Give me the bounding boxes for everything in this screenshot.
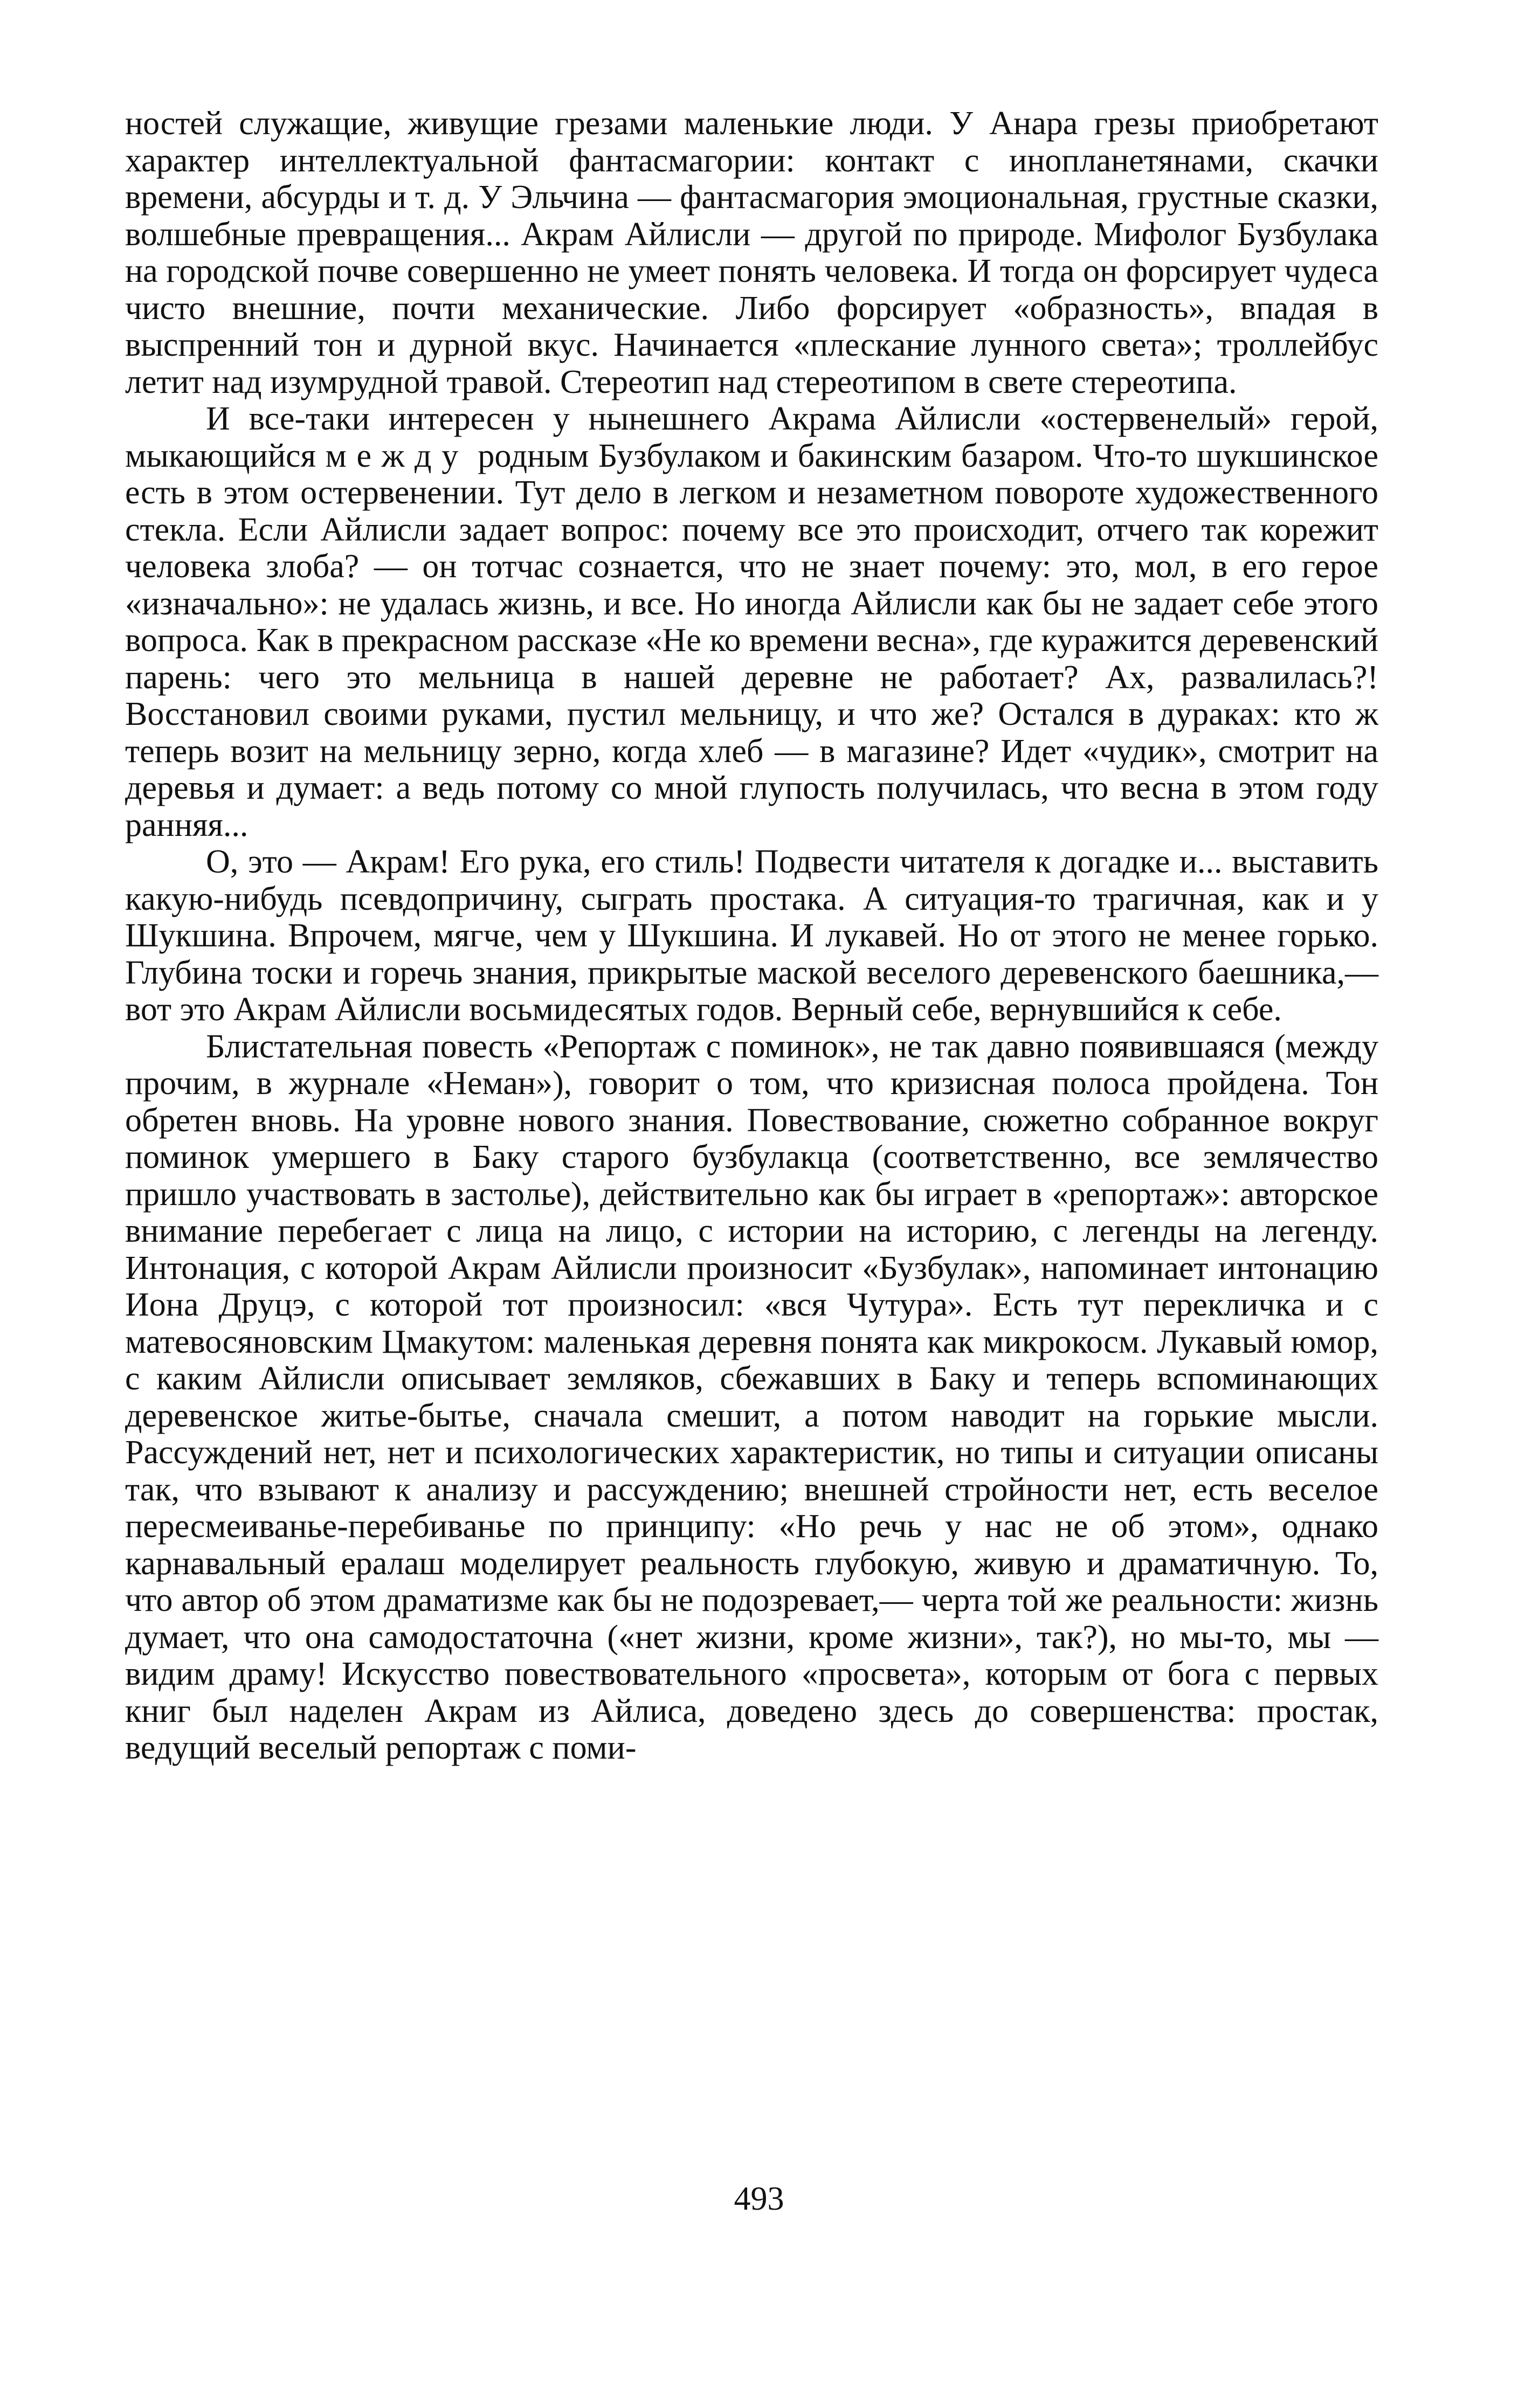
paragraph: Блистательная повесть «Репортаж с поминок», не так давно появившаяся (между прочим, в журнале «Неман»), говорит о том, что кризисная полоса пройдена. Тон обретен вновь. На уровне нового знания. Повествование, сюжетно собранное вокруг поминок умершего в Баку старого бузбулакца (соответственно, все землячество пришло участвовать в застолье), действительно как бы играет в «репортаж»: авторское внимание перебегает с лица на лицо, с истории на историю, с легенды на легенду. Интонация, с которой Акрам Айлисли произносит «Бузбулак», напоминает интонацию Иона Друцэ, с которой тот произносил: «вся Чутура». Есть тут перекличка и с матевосяновским Цмакутом: маленькая деревня понята как микрокосм. Лукавый юмор, с каким Айлисли описывает земляков, сбежавших в Баку и теперь вспоминающих деревенское житье-бытье, сначала смешит, а потом наводит на горькие мысли. Рассуждений нет, нет и психологических характеристик, но типы и ситуации описаны так, что взывают к анализу и рассуждению; внешней стройности нет, есть веселое пересмеиванье-перебиванье по принципу: «Но речь у нас не об этом», однако карнавальный ералаш моделирует реальность глубокую, живую и драматичную. То, что автор об этом драматизме как бы не подозревает,— черта той же реальности: жизнь думает, что она самодостаточна («нет жизни, кроме жизни», так?), но мы-то, мы — видим драму! Искусство повествовательного «просвета», которым от бога с первых книг был наделен Акрам из Айлиса, доведено здесь до совершенства: простак, ведущий веселый репортаж с поми- bbox=[125, 1028, 1378, 1766]
paragraph-text-start: И все-таки интересен у нынешнего Акрама Айлисли «остервенелый» герой, мыкающийся bbox=[125, 400, 1378, 474]
paragraph: О, это — Акрам! Его рука, его стиль! Подвести читателя к догадке и... выставить какую-нибудь псевдопричину, сыграть простака. А ситуация-то трагичная, как и у Шукшина. Впрочем, мягче, чем у Шукшина. И лукавей. Но от этого не менее горько. Глубина тоски и горечь знания, прикрытые маской веселого деревенского баешника,— вот это Акрам Айлисли восьмидесятых годов. Верный себе, вернувшийся к себе. bbox=[125, 843, 1378, 1028]
paragraph bbox=[125, 400, 1378, 843]
paragraph: ностей служащие, живущие грезами маленькие люди. У Анара грезы приобретают характер интеллектуальной фантасмагории: контакт с инопланетянами, скачки времени, абсурды и т. д. У Эльчина — фантасмагория эмоциональная, грустные сказки, волшебные превращения... Акрам Айлисли — другой по природе. Мифолог Бузбулака на городской почве совершенно не умеет понять человека. И тогда он форсирует чудеса чисто внешние, почти механические. Либо форсирует «образность», впадая в выспренний тон и дурной вкус. Начинается «плескание лунного света»; троллейбус летит над изумрудной травой. Стереотип над стереотипом в свете стереотипа. bbox=[125, 105, 1378, 400]
spaced-emphasis: между bbox=[325, 437, 468, 474]
page-number: 493 bbox=[734, 2181, 784, 2217]
paragraph-text-end: родным Бузбулаком и бакинским базаром. Что-то шукшинское есть в этом остервенении. Тут дело в легком и незаметном повороте художественного стекла. Если Айлисли задает вопрос: почему все это происходит, отчего так корежит человека злоба? — он тотчас сознается, что не знает почему: это, мол, в его герое «изначально»: не удалась жизнь, и все. Но иногда Айлисли как бы не задает себе этого вопроса. Как в прекрасном рассказе «Не ко времени весна», где куражится деревенский парень: чего это мельница в нашей деревне не работает? Ах, развалилась?! Восстановил своими руками, пустил мельницу, и что же? Остался в дураках: кто ж теперь возит на мельницу зерно, когда хлеб — в магазине? Идет «чудик», смотрит на деревья и думает: а ведь потому со мной глупость получилась, что весна в этом году ранняя... bbox=[125, 437, 1378, 843]
body-text bbox=[125, 105, 1378, 1767]
